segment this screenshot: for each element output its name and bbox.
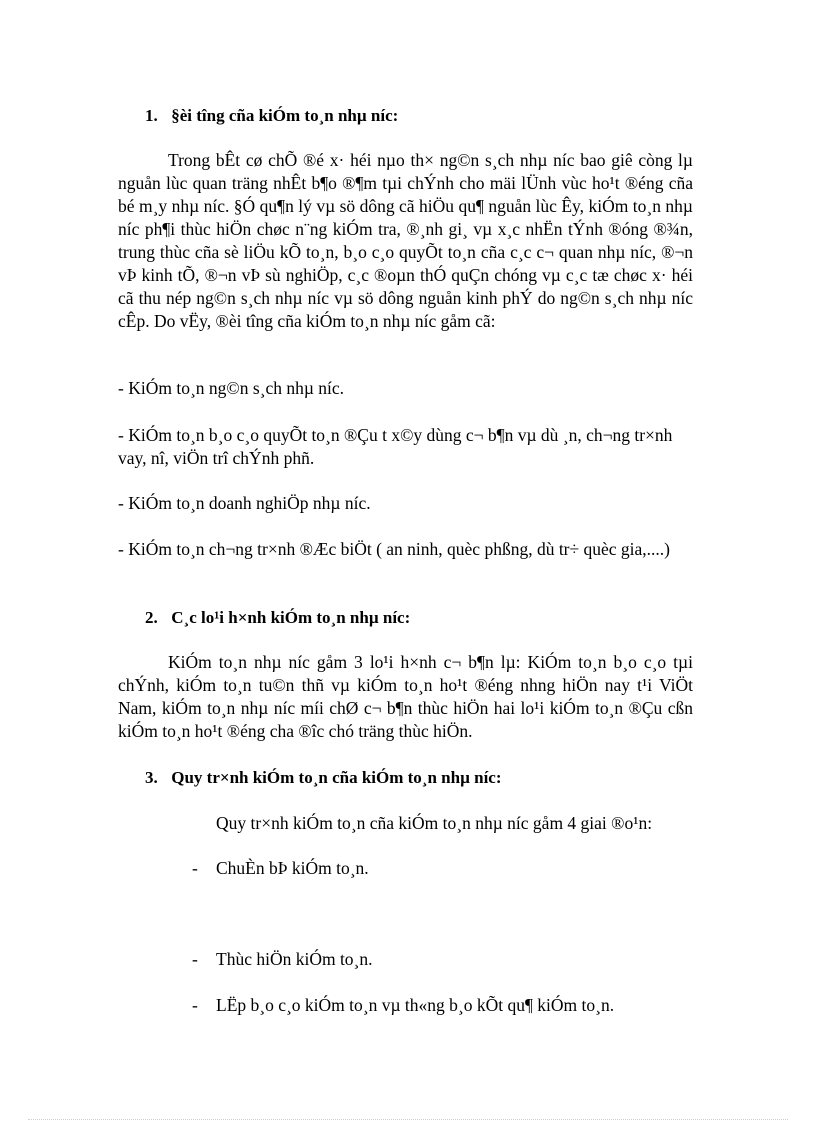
section-2-number: 2. bbox=[145, 608, 158, 627]
list-item bbox=[192, 857, 369, 880]
section-1-heading bbox=[145, 104, 705, 127]
list-item bbox=[192, 994, 615, 1017]
page-bottom-divider bbox=[28, 1119, 788, 1120]
section-2-title: C¸c lo¹i h×nh kiÓm to¸n nhµ níc: bbox=[171, 608, 411, 627]
section-2-heading bbox=[145, 606, 705, 629]
section-1-paragraph: Trong bÊt cø chÕ ®é x· héi nµo th× ng©n s¸ch nhµ níc bao giê còng lµ nguån lùc quan träng nhÊt b¶o ®¶m tµi chÝnh cho mäi lÜnh vùc ho¹t ®éng cña bé m¸y nhµ níc. §Ó qu¶n lý vµ sö dông cã hiÖu qu¶ nguån lùc Êy, kiÓm to¸n nhµ níc ph¶i thùc hiÖn chøc n¨ng kiÓm tra, ®¸nh gi¸ vµ x¸c nhËn tÝnh ®óng ®¾n, trung thùc cña sè liÖu kÕ to¸n, b¸o c¸o quyÕt to¸n cña c¸c c¬ quan nhµ níc, ®¬n vÞ kinh tÕ, ®¬n vÞ sù nghiÖp, c¸c ®oµn thÓ quÇn chóng vµ c¸c tæ chøc x· héi cã thu nép ng©n s¸ch nhµ níc vµ sö dông nguån kinh phÝ do ng©n s¸ch nhµ níc cÊp. Do vËy, ®èi tîng cña kiÓm to¸n nhµ níc gåm cã: bbox=[118, 150, 693, 331]
list-marker: - bbox=[192, 858, 198, 878]
list-item: - KiÓm to¸n b¸o c¸o quyÕt to¸n ®Çu t x©y dùng c¬ b¶n vµ dù ¸n, ch¬ng tr×nh vay, nî, viÖn trî chÝnh phñ. bbox=[118, 425, 673, 468]
section-2-paragraph: KiÓm to¸n nhµ níc gåm 3 lo¹i h×nh c¬ b¶n lµ: KiÓm to¸n b¸o c¸o tµi chÝnh, kiÓm to¸n tu©n thñ vµ kiÓm to¸n ho¹t ®éng nhng hiÖn nay t¹i ViÖt Nam, kiÓm to¸n nhµ níc míi chØ c¬ b¶n thùc hiÖn hai lo¹i kiÓm to¸n ®Çu cßn kiÓm to¸n ho¹t ®éng cha ®îc chó träng thùc hiÖn. bbox=[118, 652, 693, 741]
section-3-title: Quy tr×nh kiÓm to¸n cña kiÓm to¸n nhµ níc: bbox=[171, 768, 502, 787]
step-label: Thùc hiÖn kiÓm to¸n. bbox=[216, 949, 373, 969]
list-item: - KiÓm to¸n doanh nghiÖp nhµ níc. bbox=[118, 493, 371, 513]
section-1-title: §èi tîng cña kiÓm to¸n nhµ níc: bbox=[171, 106, 399, 125]
list-marker: - bbox=[192, 949, 198, 969]
section-1-number: 1. bbox=[145, 106, 158, 125]
step-label: ChuÈn bÞ kiÓm to¸n. bbox=[216, 858, 369, 878]
list-item bbox=[192, 948, 373, 971]
section-3-intro: Quy tr×nh kiÓm to¸n cña kiÓm to¸n nhµ níc gåm 4 giai ®o¹n: bbox=[216, 813, 653, 833]
list-item: - KiÓm to¸n ng©n s¸ch nhµ níc. bbox=[118, 378, 345, 398]
section-3-number: 3. bbox=[145, 768, 158, 787]
step-label: LËp b¸o c¸o kiÓm to¸n vµ th«ng b¸o kÕt qu¶ kiÓm to¸n. bbox=[216, 995, 615, 1015]
list-marker: - bbox=[192, 995, 198, 1015]
section-3-heading bbox=[145, 766, 705, 789]
list-item: - KiÓm to¸n ch¬ng tr×nh ®Æc biÖt ( an ninh, quèc phßng, dù tr÷ quèc gia,....) bbox=[118, 539, 670, 559]
